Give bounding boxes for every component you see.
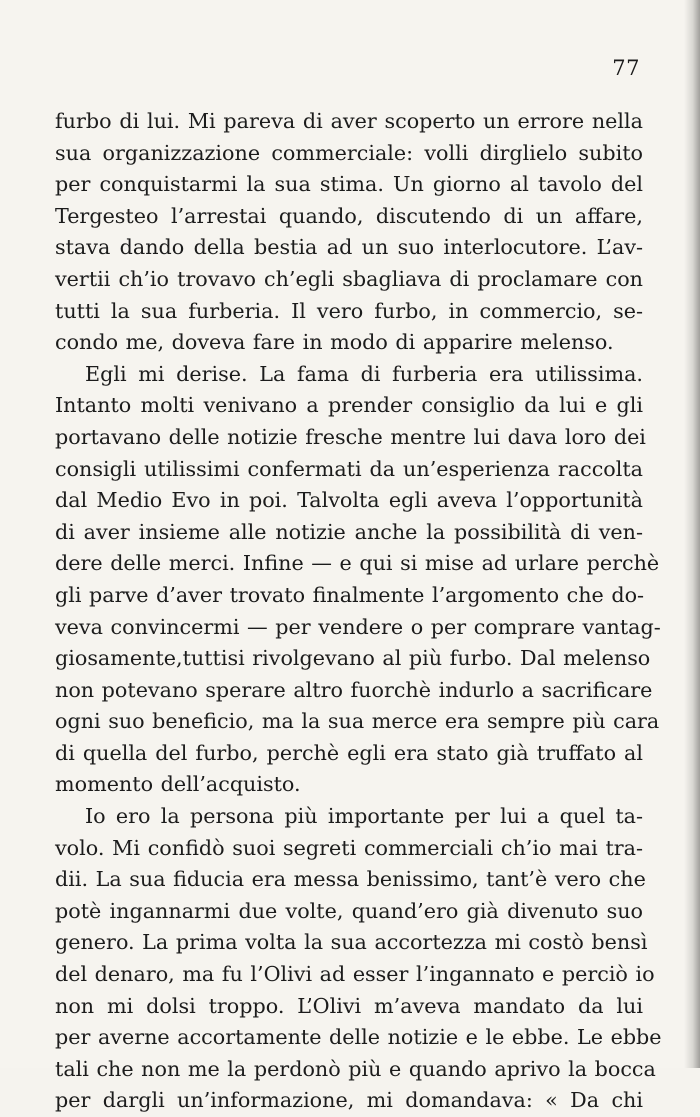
text-line: furbo di lui. Mi pareva di aver scoperto un errore nella xyxy=(55,109,643,133)
text-line: vertii ch’io trovavo ch’egli sbagliava di proclamare con xyxy=(55,266,643,291)
text-line: dii. La sua fiducia era messa benissimo, tant’è vero che xyxy=(55,867,646,892)
text-line: di quella del furbo, perchè egli era stato già truffato al xyxy=(55,740,643,765)
text-line: Io ero la persona più importante per lui a quel ta- xyxy=(85,804,643,829)
text-line: Egli mi derise. La fama di furberia era utilissima. xyxy=(85,361,643,386)
text-line: Intanto molti venivano a prender consiglio da lui e gli xyxy=(55,393,643,418)
text-line: momento dell’acquisto. xyxy=(55,772,301,797)
text-line: per averne accortamente delle notizie e le ebbe. Le ebbe xyxy=(55,1025,662,1050)
text-line: volo. Mi confidò suoi segreti commerciali ch’io mai tra- xyxy=(55,835,643,860)
text-line: non mi dolsi troppo. L’Olivi m’aveva mandato da lui xyxy=(55,993,643,1018)
text-line: potè ingannarmi due volte, quand’ero già divenuto suo xyxy=(55,898,643,923)
text-line: dal Medio Evo in poi. Talvolta egli aveva l’opportunità xyxy=(55,488,643,513)
text-line: stava dando della bestia ad un suo interlocutore. L’av- xyxy=(55,235,643,260)
page-edge-shadow xyxy=(684,0,700,1068)
text-line: per dargli un’informazione, mi domandava: « Da chi xyxy=(55,1088,643,1113)
text-line: giosamente,tuttisi rivolgevano al più furbo. Dal melenso xyxy=(55,646,651,671)
text-line: veva convincermi — per vendere o per comprare vantag- xyxy=(55,614,661,639)
body-text xyxy=(55,106,662,1117)
text-line: portavano delle notizie fresche mentre lui dava loro dei xyxy=(55,424,646,449)
text-line: tutti la sua furberia. Il vero furbo, in commercio, se- xyxy=(55,298,643,323)
text-line: sua organizzazione commerciale: volli dirglielo subito xyxy=(55,140,643,165)
text-line: condo me, doveva fare in modo di apparire melenso. xyxy=(55,330,614,355)
text-line: dere delle merci. Infine — e qui si mise ad urlare perchè xyxy=(55,551,660,576)
text-line: ogni suo beneficio, ma la sua merce era sempre più cara xyxy=(55,709,660,734)
text-line: di aver insieme alle notizie anche la possibilità di ven- xyxy=(55,519,643,544)
text-line: consigli utilissimi confermati da un’esperienza raccolta xyxy=(55,456,643,481)
text-line: tali che non me la perdonò più e quando aprivo la bocca xyxy=(55,1056,656,1081)
text-line: non potevano sperare altro fuorchè indurlo a sacrificare xyxy=(55,677,653,702)
text-line: genero. La prima volta la sua accortezza mi costò bensì xyxy=(55,930,648,955)
text-line: gli parve d’aver trovato finalmente l’argomento che do- xyxy=(55,582,645,607)
text-line: del denaro, ma fu l’Olivi ad esser l’ingannato e perciò io xyxy=(55,962,655,987)
text-line: per conquistarmi la sua stima. Un giorno al tavolo del xyxy=(55,172,643,197)
page-number: 77 xyxy=(612,56,640,80)
text-line: Tergesteo l’arrestai quando, discutendo di un affare, xyxy=(55,203,643,228)
